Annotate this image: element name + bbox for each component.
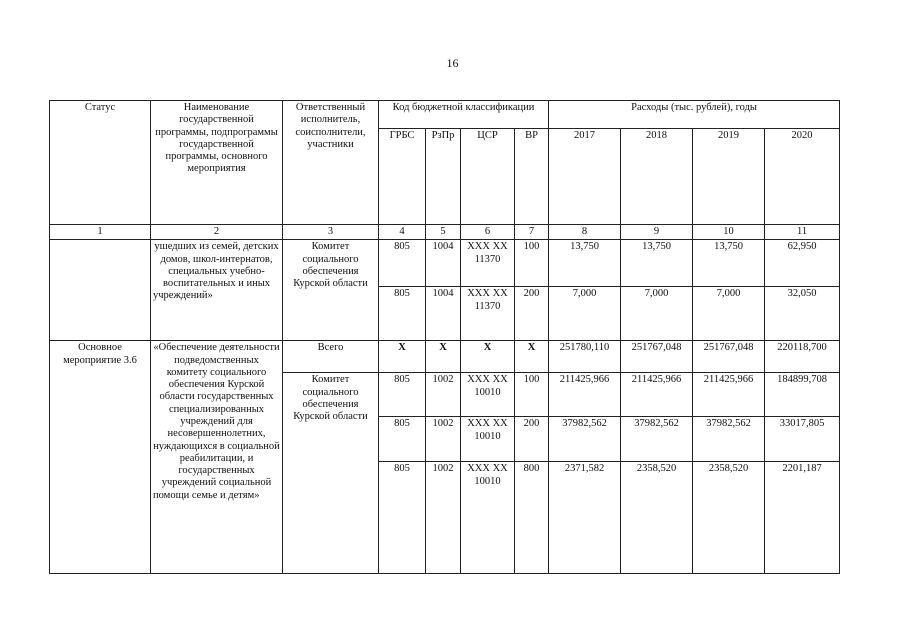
block1-responsible: Комитет социального обеспечения Курской области	[283, 240, 379, 341]
block2-row2-2019: 37982,562	[693, 417, 765, 462]
block2-row1-2019: 211425,966	[693, 373, 765, 417]
block1-status-cell	[50, 240, 151, 341]
block2-name: «Обеспечение деятельности подведомственных комитету социального обеспечения Курской области государственных специализированных учреждений для несовершеннолетних, нуждающихся в социальной реабилитации, и государственных учреждений социальной помощи семье и детям»	[151, 341, 283, 574]
header-year-2018: 2018	[621, 129, 693, 225]
block1-row1-csr: XXX XX 11370	[461, 240, 515, 287]
block1-row2-2017: 7,000	[549, 287, 621, 341]
block2-row3-csr: XXX XX 10010	[461, 462, 515, 574]
column-number: 5	[426, 225, 461, 240]
block2-row3-2020: 2201,187	[765, 462, 840, 574]
block1-row2-vr: 200	[515, 287, 549, 341]
header-name: Наименование государственной программы, подпрограммы государственной программы, основного мероприятия	[151, 101, 283, 225]
block2-row1-grbs: 805	[379, 373, 426, 417]
block2-total-2018: 251767,048	[621, 341, 693, 373]
block2-total-label: Всего	[283, 341, 379, 373]
header-vr: ВР	[515, 129, 549, 225]
header-year-2017: 2017	[549, 129, 621, 225]
header-rzpr: РзПр	[426, 129, 461, 225]
block2-total-2019: 251767,048	[693, 341, 765, 373]
block2-total-csr: X	[461, 341, 515, 373]
block2-row1-rzpr: 1002	[426, 373, 461, 417]
block1-row1-2020: 62,950	[765, 240, 840, 287]
block2-row2-rzpr: 1002	[426, 417, 461, 462]
header-year-2020: 2020	[765, 129, 840, 225]
block2-row3-2019: 2358,520	[693, 462, 765, 574]
header-status: Статус	[50, 101, 151, 225]
block1-row2-rzpr: 1004	[426, 287, 461, 341]
block2-row2-csr: XXX XX 10010	[461, 417, 515, 462]
block1-row1-grbs: 805	[379, 240, 426, 287]
column-number: 6	[461, 225, 515, 240]
block2-row3-vr: 800	[515, 462, 549, 574]
column-number: 1	[50, 225, 151, 240]
budget-table	[49, 100, 840, 574]
block2-row2-2018: 37982,562	[621, 417, 693, 462]
block2-total-grbs: X	[379, 341, 426, 373]
block2-total-2020: 220118,700	[765, 341, 840, 373]
block1-row2-csr: XXX XX 11370	[461, 287, 515, 341]
block2-row3-rzpr: 1002	[426, 462, 461, 574]
block1-row1-2019: 13,750	[693, 240, 765, 287]
block2-row2-grbs: 805	[379, 417, 426, 462]
block1-row2-grbs: 805	[379, 287, 426, 341]
block1-row1-2017: 13,750	[549, 240, 621, 287]
block1-row2-2020: 32,050	[765, 287, 840, 341]
block1-row2-2018: 7,000	[621, 287, 693, 341]
block2-row3-2018: 2358,520	[621, 462, 693, 574]
block2-row2-2020: 33017,805	[765, 417, 840, 462]
column-number: 7	[515, 225, 549, 240]
block1-row1-2018: 13,750	[621, 240, 693, 287]
block2-row1-2020: 184899,708	[765, 373, 840, 417]
block2-row1-2017: 211425,966	[549, 373, 621, 417]
block2-row1-2018: 211425,966	[621, 373, 693, 417]
column-number: 3	[283, 225, 379, 240]
column-number: 11	[765, 225, 840, 240]
header-year-2019: 2019	[693, 129, 765, 225]
block1-name: ушедших из семей, детских домов, школ-интернатов, специальных учебно-воспитательных и иных учреждений»	[151, 240, 283, 341]
block2-responsible: Комитет социального обеспечения Курской области	[283, 373, 379, 574]
block2-total-2017: 251780,110	[549, 341, 621, 373]
block2-row1-vr: 100	[515, 373, 549, 417]
block2-total-rzpr: X	[426, 341, 461, 373]
header-budget-code: Код бюджетной классификации	[379, 101, 549, 129]
block2-total-vr: X	[515, 341, 549, 373]
header-responsible: Ответственный исполнитель, соисполнители, участники	[283, 101, 379, 225]
header-expenses: Расходы (тыс. рублей), годы	[549, 101, 840, 129]
header-grbs: ГРБС	[379, 129, 426, 225]
block1-row1-vr: 100	[515, 240, 549, 287]
column-number: 2	[151, 225, 283, 240]
column-number: 9	[621, 225, 693, 240]
block2-row2-2017: 37982,562	[549, 417, 621, 462]
block2-row3-2017: 2371,582	[549, 462, 621, 574]
block2-row2-vr: 200	[515, 417, 549, 462]
block1-row1-rzpr: 1004	[426, 240, 461, 287]
column-number: 10	[693, 225, 765, 240]
column-number: 8	[549, 225, 621, 240]
block2-row3-grbs: 805	[379, 462, 426, 574]
block1-row2-2019: 7,000	[693, 287, 765, 341]
page-number: 16	[446, 56, 459, 70]
header-csr: ЦСР	[461, 129, 515, 225]
block2-row1-csr: XXX XX 10010	[461, 373, 515, 417]
block2-status: Основное мероприятие 3.6	[50, 341, 151, 574]
column-number: 4	[379, 225, 426, 240]
